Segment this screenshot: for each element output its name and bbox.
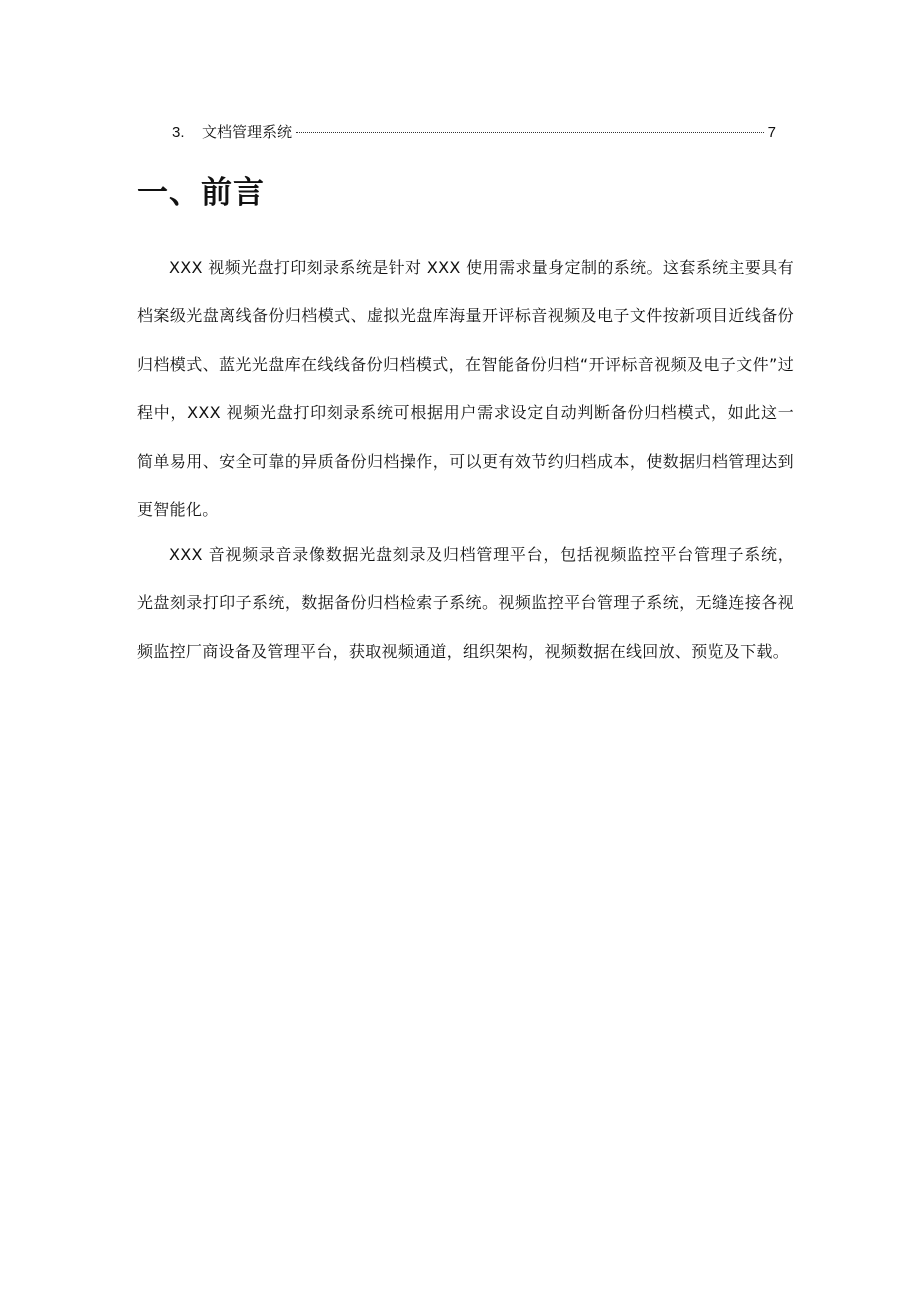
body-paragraph-2: XXX 音视频录音录像数据光盘刻录及归档管理平台，包括视频监控平台管理子系统，光盘刻录打印子系统，数据备份归档检索子系统。视频监控平台管理子系统，无缝连接各视频监控厂商设备及管理平台，获取视频通道，组织架构，视频数据在线回放、预览及下载。 xyxy=(137,545,794,661)
toc-entry[interactable] xyxy=(172,122,776,142)
toc-entry-number: 3. xyxy=(172,124,185,141)
toc-entry-title: 文档管理系统 xyxy=(202,123,293,141)
section-heading: 一、前言 xyxy=(137,175,265,211)
toc-entry-page-number: 7 xyxy=(767,124,776,141)
body-paragraph-1: XXX 视频光盘打印刻录系统是针对 XXX 使用需求量身定制的系统。这套系统主要具有档案级光盘离线备份归档模式、虚拟光盘库海量开评标音视频及电子文件按新项目近线备份归档模式、蓝光光盘库在线线备份归档模式，在智能备份归档“开评标音视频及电子文件”过程中，XXX 视频光盘打印刻录系统可根据用户需求设定自动判断备份归档模式，如此这一简单易用、安全可靠的异质备份归档操作，可以更有效节约归档成本，使数据归档管理达到更智能化。 xyxy=(137,258,794,520)
toc-dot-leader xyxy=(296,132,764,133)
